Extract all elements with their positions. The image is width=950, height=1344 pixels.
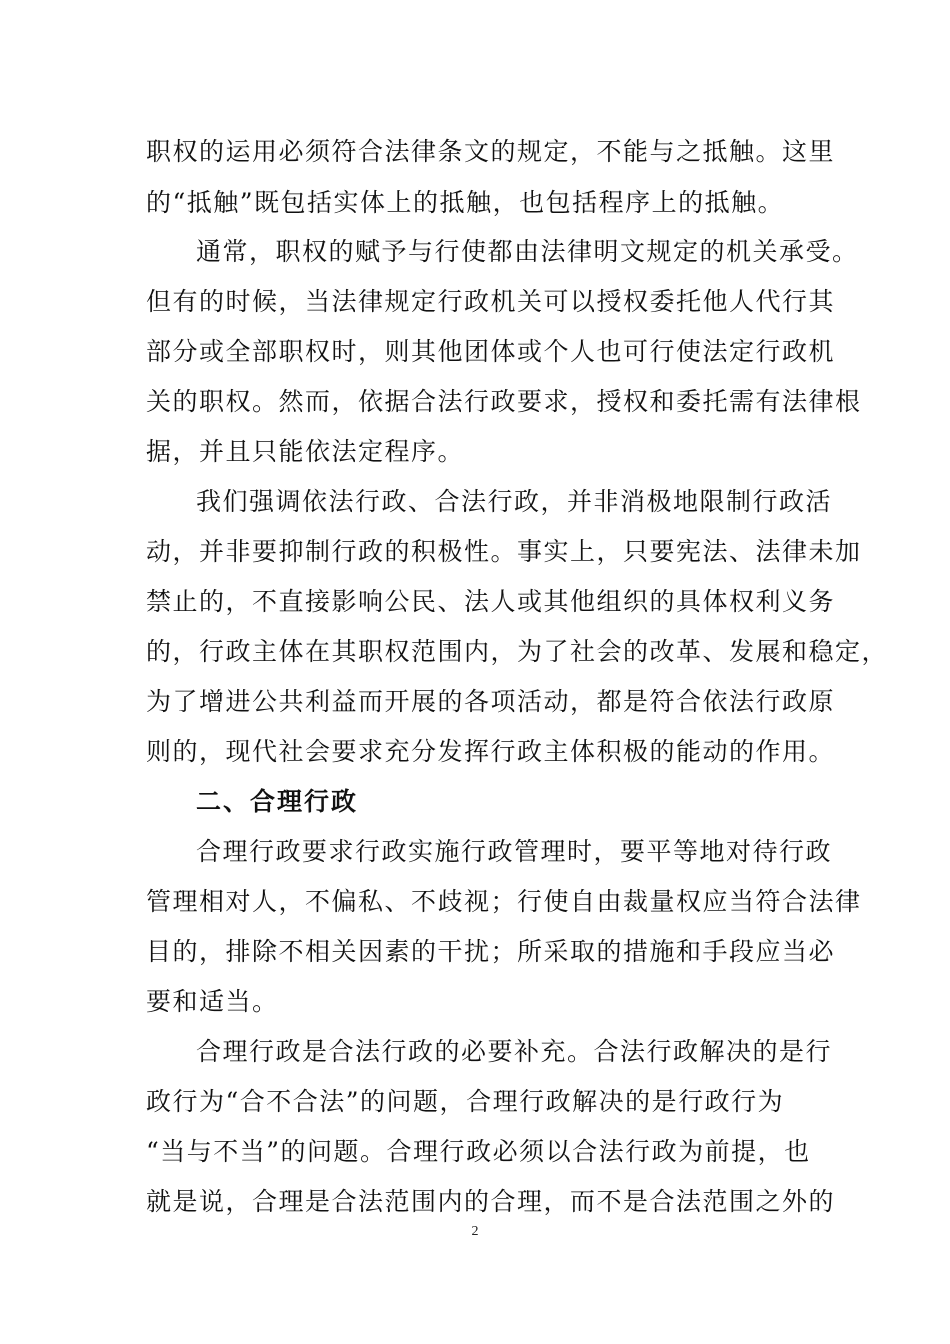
paragraph-line: 动，并非要抑制行政的积极性。事实上，只要宪法、法律未加 — [146, 537, 862, 566]
paragraph-line: 政行为“合不合法”的问题，合理行政解决的是行政行为 — [146, 1087, 785, 1116]
paragraph-line: 合理行政要求行政实施行政管理时，要平等地对待行政 — [196, 837, 833, 866]
section-heading: 二、合理行政 — [196, 787, 359, 816]
paragraph-line: 则的，现代社会要求充分发挥行政主体积极的能动的作用。 — [146, 737, 836, 766]
paragraph-line: 据，并且只能依法定程序。 — [146, 437, 465, 466]
paragraph-line: 我们强调依法行政、合法行政，并非消极地限制行政活 — [196, 487, 833, 516]
paragraph-line: 的“抵触”既包括实体上的抵触，也包括程序上的抵触。 — [146, 188, 785, 217]
paragraph-line: 但有的时候，当法律规定行政机关可以授权委托他人代行其 — [146, 287, 836, 316]
paragraph-line: 就是说，合理是合法范围内的合理，而不是合法范围之外的 — [146, 1187, 836, 1216]
paragraph-line: 合理行政是合法行政的必要补充。合法行政解决的是行 — [196, 1037, 833, 1066]
paragraph-line: 要和适当。 — [146, 987, 279, 1016]
paragraph-line: 管理相对人，不偏私、不歧视；行使自由裁量权应当符合法律 — [146, 887, 862, 916]
paragraph-line: 目的，排除不相关因素的干扰；所采取的措施和手段应当必 — [146, 937, 836, 966]
page-number: 2 — [471, 1224, 479, 1239]
paragraph-line: 的，行政主体在其职权范围内，为了社会的改革、发展和稳定， — [146, 637, 889, 666]
paragraph-line: 通常，职权的赋予与行使都由法律明文规定的机关承受。 — [196, 237, 859, 266]
paragraph-line: 部分或全部职权时，则其他团体或个人也可行使法定行政机 — [146, 337, 836, 366]
paragraph-line: “当与不当”的问题。合理行政必须以合法行政为前提，也 — [146, 1137, 811, 1166]
paragraph-line: 职权的运用必须符合法律条文的规定，不能与之抵触。这里 — [146, 137, 836, 166]
paragraph-line: 关的职权。然而，依据合法行政要求，授权和委托需有法律根 — [146, 387, 862, 416]
paragraph-line: 为了增进公共利益而开展的各项活动，都是符合依法行政原 — [146, 687, 836, 716]
paragraph-line: 禁止的，不直接影响公民、法人或其他组织的具体权利义务 — [146, 587, 836, 616]
